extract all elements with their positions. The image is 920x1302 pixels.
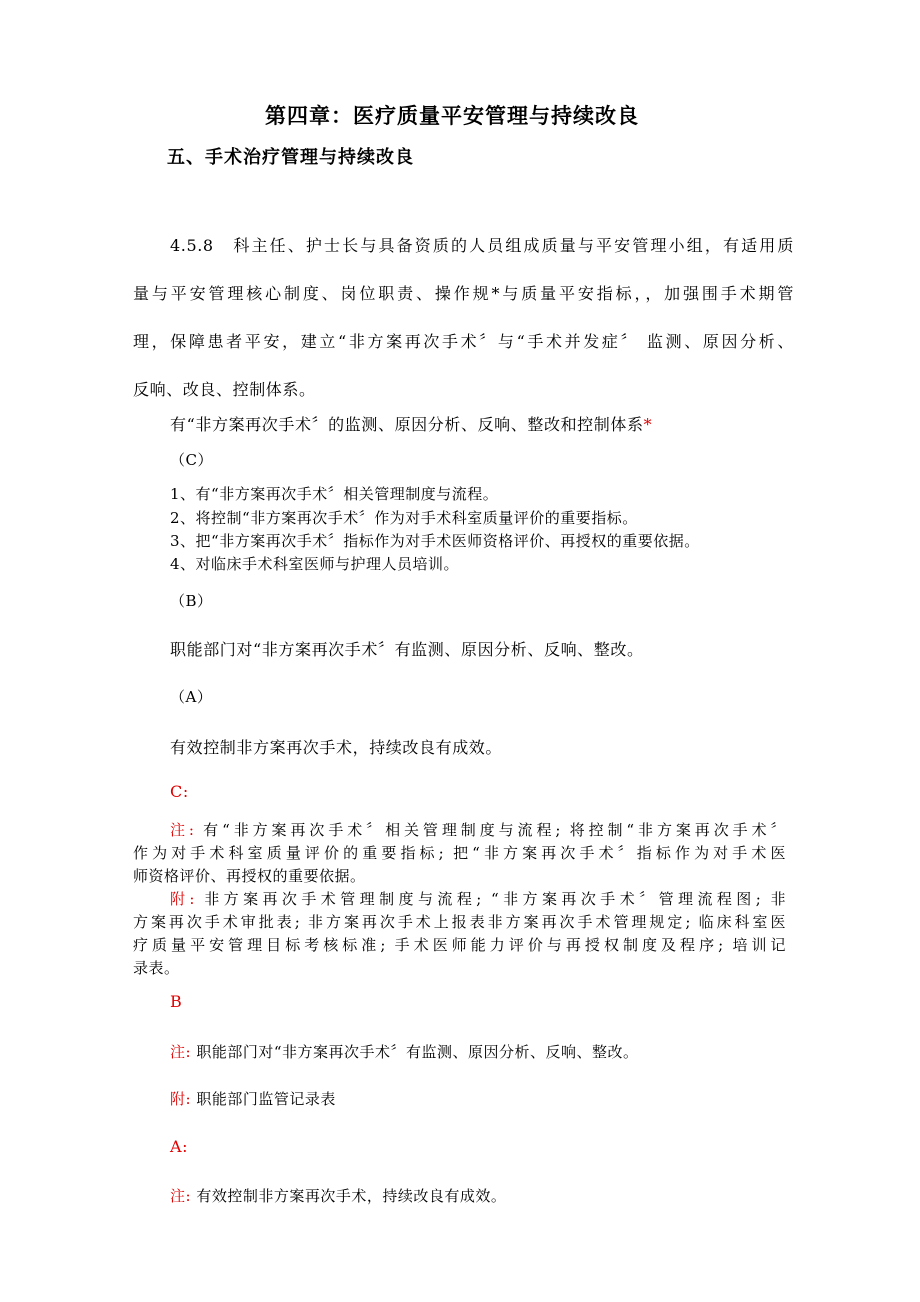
chapter-title: 第四章：医疗质量平安管理与持续改良 bbox=[265, 103, 639, 128]
grade-a-label: （A） bbox=[170, 688, 213, 706]
notes-b-heading: B bbox=[170, 992, 183, 1011]
requirement-text: 有“非方案再次手术〞的监测、原因分析、反响、整改和控制体系 bbox=[170, 415, 644, 434]
grade-c-item: 3、把“非方案再次手术〞指标作为对手术医师资格评价、再授权的重要依据。 bbox=[170, 532, 700, 550]
clause-line-2: 量与平安管理核心制度、岗位职责、操作规*与质量平安指标，，加强围手术期管 bbox=[133, 284, 794, 303]
clause-line-3: 理，保障患者平安，建立“非方案再次手术〞与“手术并发症〞 监测、原因分析、 bbox=[133, 332, 794, 351]
grade-b-text: 职能部门对“非方案再次手术〞有监测、原因分析、反响、整改。 bbox=[170, 640, 644, 659]
note-text: 有“非方案再次手术〞相关管理制度与流程; 将控制“非方案再次手术〞 bbox=[194, 821, 786, 839]
grade-c-item: 2、将控制“非方案再次手术〞作为对手术科室质量评价的重要指标。 bbox=[170, 509, 638, 527]
note-text: 职能部门对“非方案再次手术〞有监测、原因分析、反响、整改。 bbox=[191, 1043, 639, 1061]
notes-c-attach-line-2: 方案再次手术审批表; 非方案再次手术上报表非方案再次手术管理规定; 临床科室医 bbox=[133, 913, 786, 931]
attach-text: 职能部门监管记录表 bbox=[191, 1090, 336, 1108]
clause-line-4: 反响、改良、控制体系。 bbox=[133, 380, 316, 399]
grade-a-text: 有效控制非方案再次手术，持续改良有成效。 bbox=[170, 738, 503, 757]
notes-c-note-line-2: 作为对手术科室质量评价的重要指标; 把“非方案再次手术〞指标作为对手术医 bbox=[133, 844, 786, 862]
core-star-mark: * bbox=[643, 415, 653, 434]
attach-label: 附: bbox=[170, 890, 195, 908]
notes-c-attach-line-1 bbox=[170, 888, 786, 909]
note-label: 注: bbox=[170, 1187, 192, 1205]
notes-c-heading: C: bbox=[170, 782, 189, 801]
clause-line-1: 4.5.8 科主任、护士长与具备资质的人员组成质量与平安管理小组，有适用质 bbox=[170, 236, 794, 255]
grade-c-label: （C） bbox=[170, 451, 213, 469]
notes-b-note bbox=[170, 1041, 639, 1062]
grade-c-item: 4、对临床手术科室医师与护理人员培训。 bbox=[170, 555, 460, 573]
grade-b-label: （B） bbox=[170, 592, 213, 610]
note-label: 注: bbox=[170, 1043, 192, 1061]
notes-c-note-line-3: 师资格评价、再授权的重要依据。 bbox=[133, 867, 366, 885]
notes-a-heading: A: bbox=[170, 1137, 189, 1156]
notes-c-attach-line-4: 录表。 bbox=[133, 959, 180, 977]
grade-c-item: 1、有“非方案再次手术〞相关管理制度与流程。 bbox=[170, 485, 499, 503]
note-text: 有效控制非方案再次手术，持续改良有成效。 bbox=[191, 1187, 507, 1205]
attach-text: 非方案再次手术管理制度与流程; “非方案再次手术〞管理流程图; 非 bbox=[195, 890, 786, 908]
section-title: 五、手术治疗管理与持续改良 bbox=[167, 147, 414, 168]
notes-c-attach-line-3: 疗质量平安管理目标考核标准; 手术医师能力评价与再授权制度及程序; 培训记 bbox=[133, 936, 786, 954]
notes-c-note-line-1 bbox=[170, 819, 786, 840]
note-label: 注: bbox=[170, 821, 195, 839]
attach-label: 附: bbox=[170, 1090, 192, 1108]
requirement-line bbox=[170, 412, 652, 435]
notes-b-attach bbox=[170, 1088, 336, 1109]
notes-a-note bbox=[170, 1185, 506, 1206]
